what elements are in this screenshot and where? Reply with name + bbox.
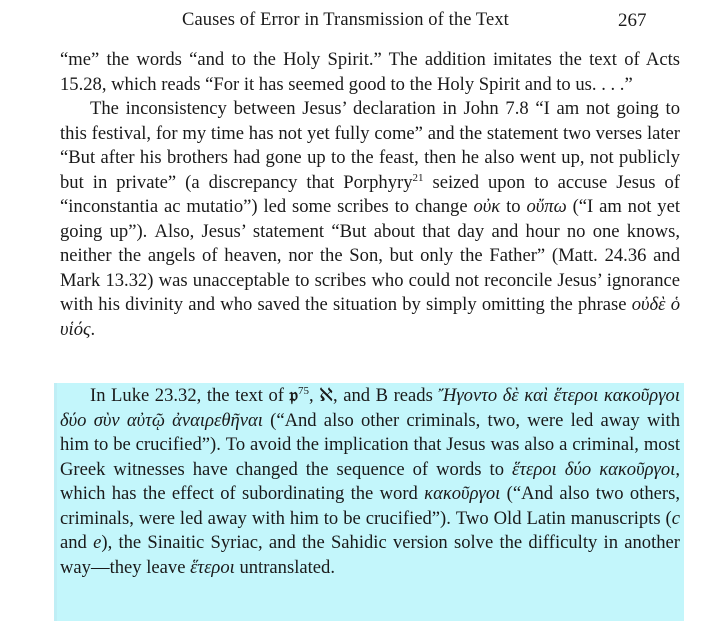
p3-text-7: ), the Sinaitic Syriac, and the Sahidic version solve the difficulty in another way—they leave [60,532,681,578]
greek-ouk: οὐκ [473,196,501,217]
greek-oude-ho-huios: οὐδὲ ὁ υἱός [60,294,680,340]
p3-text-6: and [60,532,94,553]
ms-e: e [93,532,102,553]
page-header [0,10,702,38]
p2-text-4: (“I am not yet going up”). Also, Jesus’ statement “But about that day and hour no one knows, neither the angels of heaven, nor the Son, but only the Father” (Matt. 24.36 and Mark 13.32) was unacceptable to scribes who could not reconcile Jesus’ ignorance with his divinity and who saved the situation by simply omitting the phrase [60,196,680,315]
papyrus-siglum: 𝔭 [289,385,298,406]
p3-text-2: , ℵ, and B reads [308,385,439,406]
greek-heteroi: ἕτεροι [190,556,235,578]
page-number: 267 [618,10,647,31]
p2-text-3: to [500,196,527,217]
greek-luke-23-32: Ἤγοντο δὲ καὶ ἕτεροι κακοῦργοι δύο σὺν αὐτῷ ἀναιρεθῆναι [60,385,681,431]
running-head: Causes of Error in Transmission of the Text [182,10,509,30]
p3-text-4: , which has the effect of subordinating the word [60,458,681,504]
greek-kakourgoi: κακοῦργοι [424,483,501,504]
paragraph-1: “me” the words “and to the Holy Spirit.” The addition imitates the text of Acts 15.28, which reads “For it has seemed good to the Holy Spirit and to us. . . .” [60,49,680,95]
p2-text-2: seized upon to accuse Jesus of “inconstantia ac mutatio”) led some scribes to change [60,171,680,217]
paragraph-2 [60,97,680,342]
p3-text-8: untranslated. [234,556,335,578]
ms-c: c [671,507,680,529]
page-body [60,48,680,342]
paragraph-3 [60,384,680,580]
greek-oupo: οὔπω [526,196,567,217]
p2-text-5: . [90,318,96,340]
p3-text-1: In Luke 23.32, the text of [90,385,290,406]
footnote-ref-21[interactable]: 21 [412,171,424,184]
greek-heteroi-duo-kakourgoi: ἕτεροι δύο κακοῦργοι [512,458,676,480]
p3-text-3: (“And also other criminals, two, were led away with him to be crucified”). To avoid the implication that Jesus was also a criminal, most Greek witnesses have changed the sequence of words to [60,409,681,480]
papyrus-number: 75 [297,384,309,397]
highlighted-paragraph[interactable] [60,384,680,580]
p3-text-5: (“And also two others, criminals, were led away with him to be crucified”). Two Old Latin manuscripts ( [60,483,680,529]
p2-text-1: The inconsistency between Jesus’ declaration in John 7.8 “I am not going to this festival, for my time has not yet fully come” and the statement two verses later “But after his brothers had gone up to the feast, then he also went up, not publicly but in private” (a discrepancy that Porphyry [60,98,680,193]
